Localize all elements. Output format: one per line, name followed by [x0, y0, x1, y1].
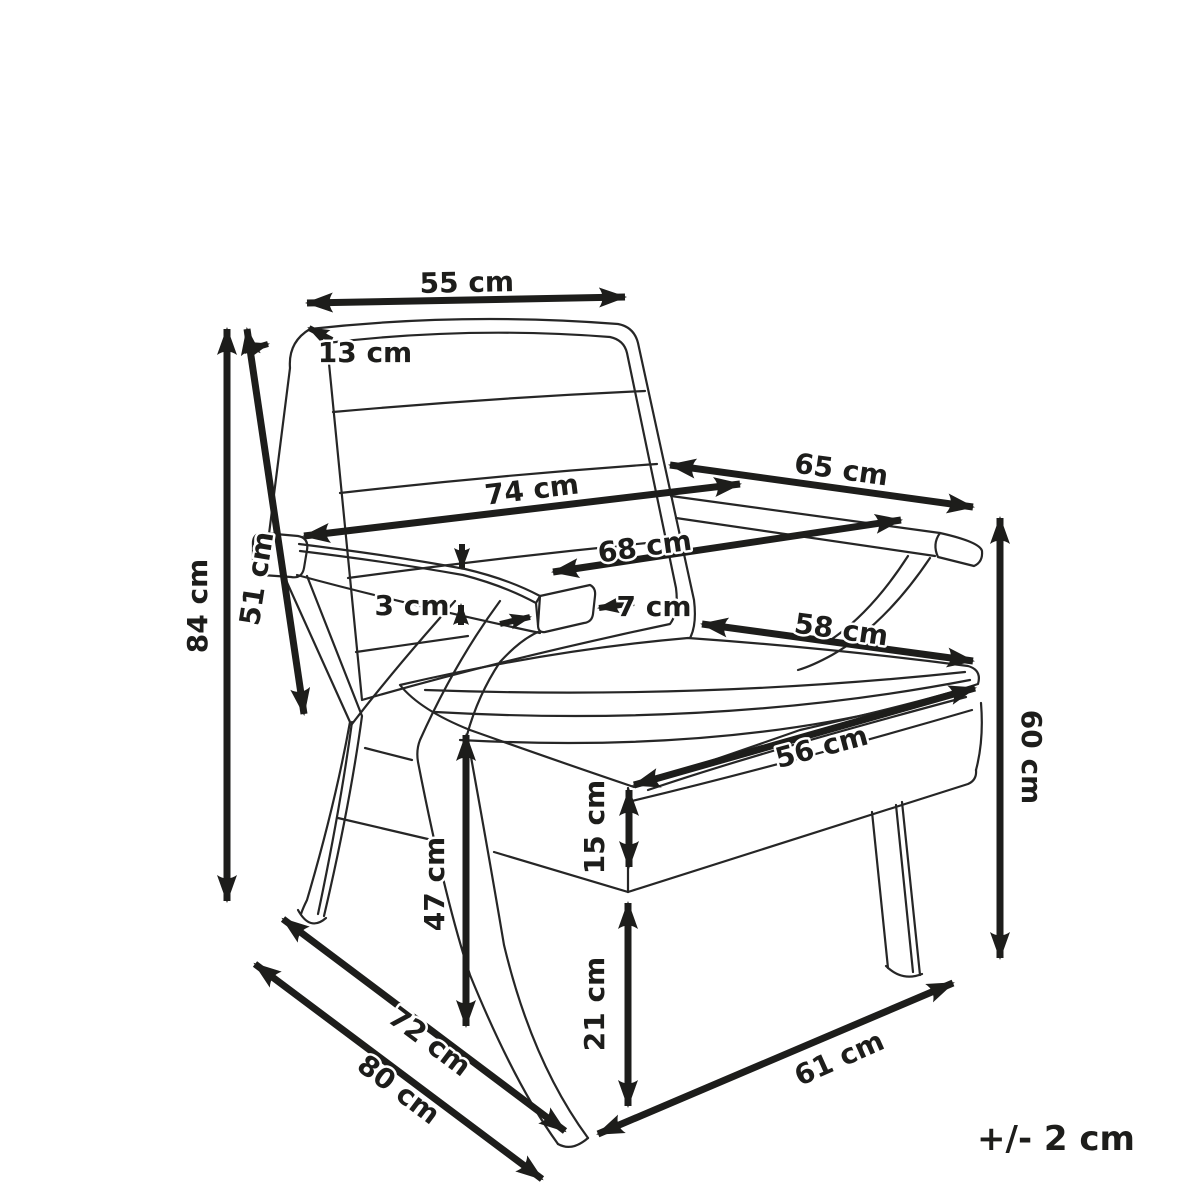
dim-7cm-arrow-right	[500, 617, 530, 624]
dim-13cm-label: 13 cm	[317, 336, 413, 369]
dim-55cm-label: 55 cm	[419, 265, 515, 300]
dim-51cm-label: 51 cm	[232, 529, 281, 628]
dim-68cm-label: 68 cm	[595, 523, 694, 570]
dim-58cm-label: 58 cm	[792, 606, 891, 653]
dim-7cm-label: 7 cm	[616, 590, 692, 623]
dim-60cm-label: 60 cm	[1015, 709, 1048, 805]
front-leg-right-edge	[467, 735, 588, 1138]
right-foot	[886, 966, 922, 977]
right-armrest-end-block	[935, 533, 982, 566]
dim-56cm-label: 56 cm	[771, 718, 872, 775]
dimension-labels	[181, 265, 1135, 1159]
right-leg-left-edge	[872, 812, 888, 968]
dim-72cm-label: 72 cm	[382, 999, 478, 1084]
dim-61cm-arrow	[598, 983, 953, 1134]
front-foot	[558, 1138, 588, 1147]
dim-61cm-label: 61 cm	[789, 1024, 890, 1093]
chair-line-art	[253, 319, 982, 1147]
backrest-seam-1	[333, 391, 645, 412]
seat-rail-bottom-left	[338, 818, 432, 840]
dim-47cm-label: 47 cm	[418, 836, 451, 932]
cushion-seam-1	[425, 672, 965, 693]
cushion-seam-3	[460, 686, 973, 743]
right-armrest-top-edge	[671, 496, 940, 533]
seat-rail-top	[365, 748, 412, 760]
seat-box	[628, 703, 982, 892]
right-front-leg	[872, 802, 922, 977]
dim-80cm-label: 80 cm	[351, 1047, 447, 1132]
dim-65cm-label: 65 cm	[792, 446, 891, 493]
tolerance-note: +/- 2 cm	[977, 1119, 1135, 1159]
seat-box-right-edge	[976, 703, 982, 770]
dim-51cm-arrow	[247, 329, 304, 714]
dim-74cm-label: 74 cm	[482, 467, 581, 512]
left-armrest-front-block	[536, 585, 595, 632]
dim-3cm-label: 3 cm	[374, 589, 450, 622]
dim-15cm-label: 15 cm	[578, 779, 611, 875]
rear-leg-center-line	[318, 722, 352, 914]
dim-21cm-label: 21 cm	[578, 956, 611, 1052]
junction-notch-curve	[467, 632, 538, 735]
dim-84cm-label: 84 cm	[181, 558, 214, 654]
